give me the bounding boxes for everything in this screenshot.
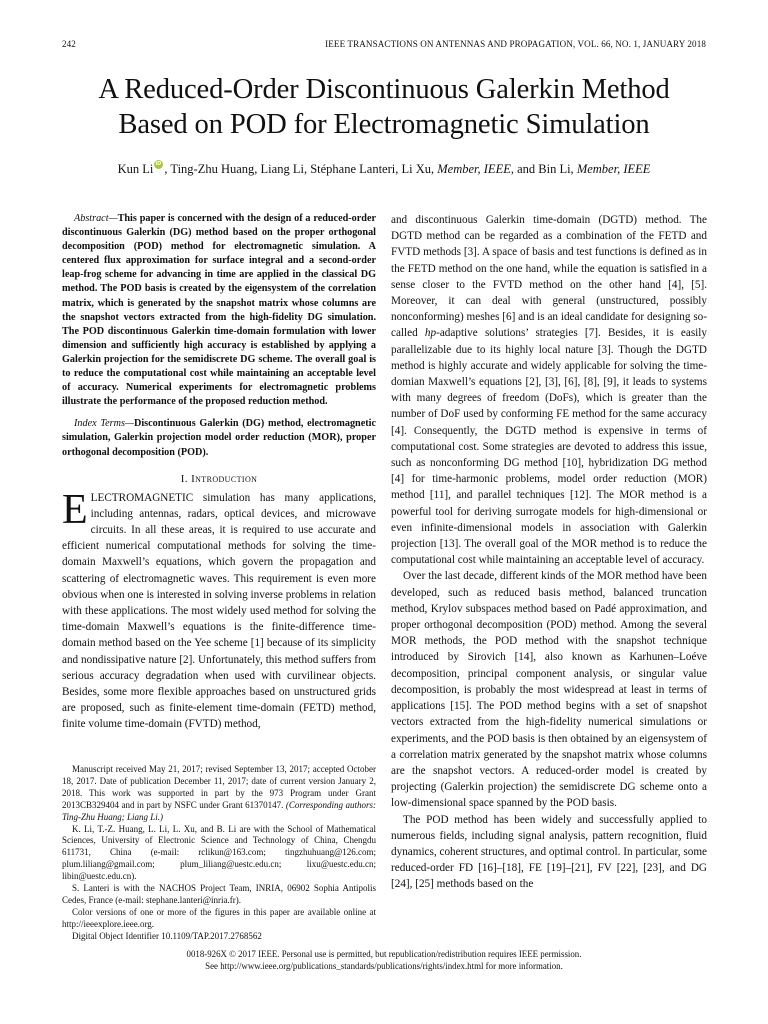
author-first: Kun Li bbox=[117, 162, 154, 176]
intro-paragraph-1-continued: and discontinuous Galerkin time-domain (DGTD) method. The DGTD method can be regarded as a combination of the FETD and FVTD methods [3]. A space of basis and test functions is defined as in the FETD method on the one hand, while the equation is satisfied in a sense closer to the FVTD method on the other hand [4], [5]. Moreover, it can deal with general (unstructured, possibly nonconforming) meshes [6] and is an ideal candidate for designing so-called hp-adaptive solutions’ strategies [7]. Besides, it is easily parallelizable due to its highly local nature [3]. Though the DGTD method is highly accurate and widely applicable for solving the time-domian Maxwell’s equations [2], [3], [6], [8], [9], it leads to systems with many degrees of freedom (DoFs), which is greater than the number of DoF used by conforming FE method for the same accuracy [4]. Consequently, the DGTD method is expensive in terms of computational cost. Some strategies are devoted to address this issue, such as nonconforming DG method [10], hybridization DG method [4] for time-harmonic problems, model order reduction (MOR) method [11], and parallel techniques [12]. The MOR method is a powerful tool for deriving surrogate models for high-dimensional or even infinite-dimensional models in association with Galerkin projection [13]. The overall goal of the MOR method is to reduce the computational cost while maintaining an acceptable level of accuracy. bbox=[391, 214, 707, 567]
left-column bbox=[62, 212, 376, 733]
footnotes bbox=[62, 764, 376, 943]
author-and: , and Bin Li, bbox=[510, 162, 577, 176]
drop-cap: E bbox=[62, 486, 88, 533]
copyright-line-2: See http://www.ieee.org/publications_standards/publications/rights/index.html for more information. bbox=[205, 961, 563, 971]
abstract-lead: Abstract— bbox=[74, 213, 118, 224]
footnote-corresponding: (Corresponding authors: Ting-Zhu Huang; Liang Li.) bbox=[62, 799, 377, 822]
index-terms bbox=[62, 417, 376, 459]
footnote-manuscript: Manuscript received May 21, 2017; revised September 13, 2017; accepted October 18, 2017. Date of publication December 11, 2017; date of current version January 2, 2018. This work was supported in part by the 973 Program under Grant 2013CB329404 and in part by NSFC under Grant 61370147. (Corresponding authors: Ting-Zhu Huang; Liang Li.) bbox=[62, 764, 377, 822]
intro-paragraph-2: Over the last decade, different kinds of the MOR method have been developed, such as reduced basis method, balanced truncation method, Krylov subspaces method based on Padé approximation, and proper orthogonal decomposition (POD) method. Among the several MOR methods, the POD method with the snapshot technique introduced by Sirovich [14], also known as Karhunen–Loéve decomposition, principal component analysis, or singular value decomposition, is probably the most widespread at least in terms of applications [15]. The POD method begins with a set of snapshot vectors extracted from the high-fidelity numerical simulations or experiments, and the POD basis is then obtained by an eigensystem of a correlation matrix generated by the snapshot matrix whose columns are the snapshot vectors. A reduced-order model is created by projecting (Galerkin projection) the semidiscrete DG scheme onto a low-dimensional space spanned by the POD basis. bbox=[391, 570, 707, 810]
index-terms-text: Discontinuous Galerkin (DG) method, electromagnetic simulation, Galerkin projection model order reduction (MOR), proper orthogonal decomposition (POD). bbox=[62, 418, 376, 458]
footnote-affiliation-2: S. Lanteri is with the NACHOS Project Team, INRIA, 06902 Sophia Antipolis Cedes, France (e-mail: stephane.lanteri@inria.fr). bbox=[62, 883, 376, 905]
intro-paragraph-1 bbox=[62, 486, 376, 733]
running-header bbox=[62, 39, 706, 53]
hp-italic: hp bbox=[424, 327, 437, 340]
paper-title bbox=[40, 72, 728, 142]
section-title: Introduction bbox=[191, 472, 258, 485]
abstract bbox=[62, 212, 376, 409]
author-list bbox=[40, 160, 728, 177]
copyright-notice bbox=[62, 948, 706, 972]
section-heading-introduction bbox=[62, 472, 376, 486]
orcid-icon[interactable] bbox=[154, 160, 163, 169]
intro-p1-text: LECTROMAGNETIC simulation has many applications, including antennas, radars, optical devices, and microwave circuits. In all these areas, it is required to use accurate and efficient numerical computational methods for solving the time-domain Maxwell’s equations, which govern the propagation and scattering of electromagnetic waves. This requirement is even more obvious when one is interested in solving inverse problems in relation with these applications. The most widely used method for solving the time-domain Maxwell’s equations is the finite-difference time-domain method based on the Yee scheme [1] because of its simplicity and nondissipative nature [2]. Unfortunately, this method suffers from serious accuracy degradation when used with curvilinear objects. Besides, some more flexible approaches based on unstructured grids are proposed, such as finite-element time-domain (FETD) method, finite volume time-domain (FVTD) method, bbox=[62, 491, 376, 731]
title-line-2: Based on POD for Electromagnetic Simulation bbox=[118, 109, 650, 140]
right-column bbox=[391, 212, 707, 893]
footnote-affiliation-1: K. Li, T.-Z. Huang, L. Li, L. Xu, and B. Li are with the School of Mathematical Sciences, University of Electronic Science and Technology of China, Chengdu 611731, China (e-mail: rclikun@163.com; tingzhuhuang@126.com; plum.liliang@gmail.com; plum_liliang@uestc.edu.cn; lixu@uestc.edu.cn; libin@uestc.edu.cn). bbox=[62, 823, 376, 882]
footnote-color: Color versions of one or more of the figures in this paper are available online at http://ieeexplore.ieee.org. bbox=[62, 906, 376, 929]
author-membership-1: Member, IEEE bbox=[437, 162, 511, 176]
footnote-doi: Digital Object Identifier 10.1109/TAP.2017.2768562 bbox=[72, 930, 262, 941]
copyright-line-1: 0018-926X © 2017 IEEE. Personal use is permitted, but republication/redistribution requires IEEE permission. bbox=[186, 949, 582, 959]
abstract-text: This paper is concerned with the design of a reduced-order discontinuous Galerkin (DG) method based on the proper orthogonal decomposition (POD) method for electromagnetic simulation. A centered flux approximation for surface integral and a second-order leap-frog scheme for advancing in time are applied in the classical DG method. The POD basis is created by the eigensystem of the correlation matrix, which is generated by the snapshot matrix whose columns are the snapshot vectors extracted from the high-fidelity DG simulation. The POD discontinuous Galerkin time-domain formulation with lower dimension and sufficiently high accuracy is established by applying a Galerkin projection for the semidiscrete DG scheme. The overall goal is to reduce the computational cost while maintaining an acceptable level of accuracy. Numerical experiments for electromagnetic problems illustrate the performance of the proposed reduction method. bbox=[62, 213, 376, 408]
index-terms-lead: Index Terms— bbox=[74, 418, 134, 430]
journal-header: IEEE TRANSACTIONS ON ANTENNAS AND PROPAGATION, VOL. 66, NO. 1, JANUARY 2018 bbox=[325, 39, 706, 49]
intro-paragraph-3: The POD method has been widely and successfully applied to numerous fields, including signal analysis, pattern recognition, fluid dynamics, coherent structures, and optimal control. In particular, some reduced-order FD [16]–[18], FE [19]–[21], FV [22], [23], and DG [24], [25] methods based on the bbox=[391, 813, 707, 891]
section-numeral: I. bbox=[180, 472, 192, 485]
author-rest: , Ting-Zhu Huang, Liang Li, Stéphane Lanteri, Li Xu, bbox=[164, 162, 438, 176]
author-membership-2: Member, IEEE bbox=[576, 162, 651, 176]
title-line-1: A Reduced-Order Discontinuous Galerkin Method bbox=[98, 74, 670, 105]
page-number: 242 bbox=[62, 39, 76, 49]
